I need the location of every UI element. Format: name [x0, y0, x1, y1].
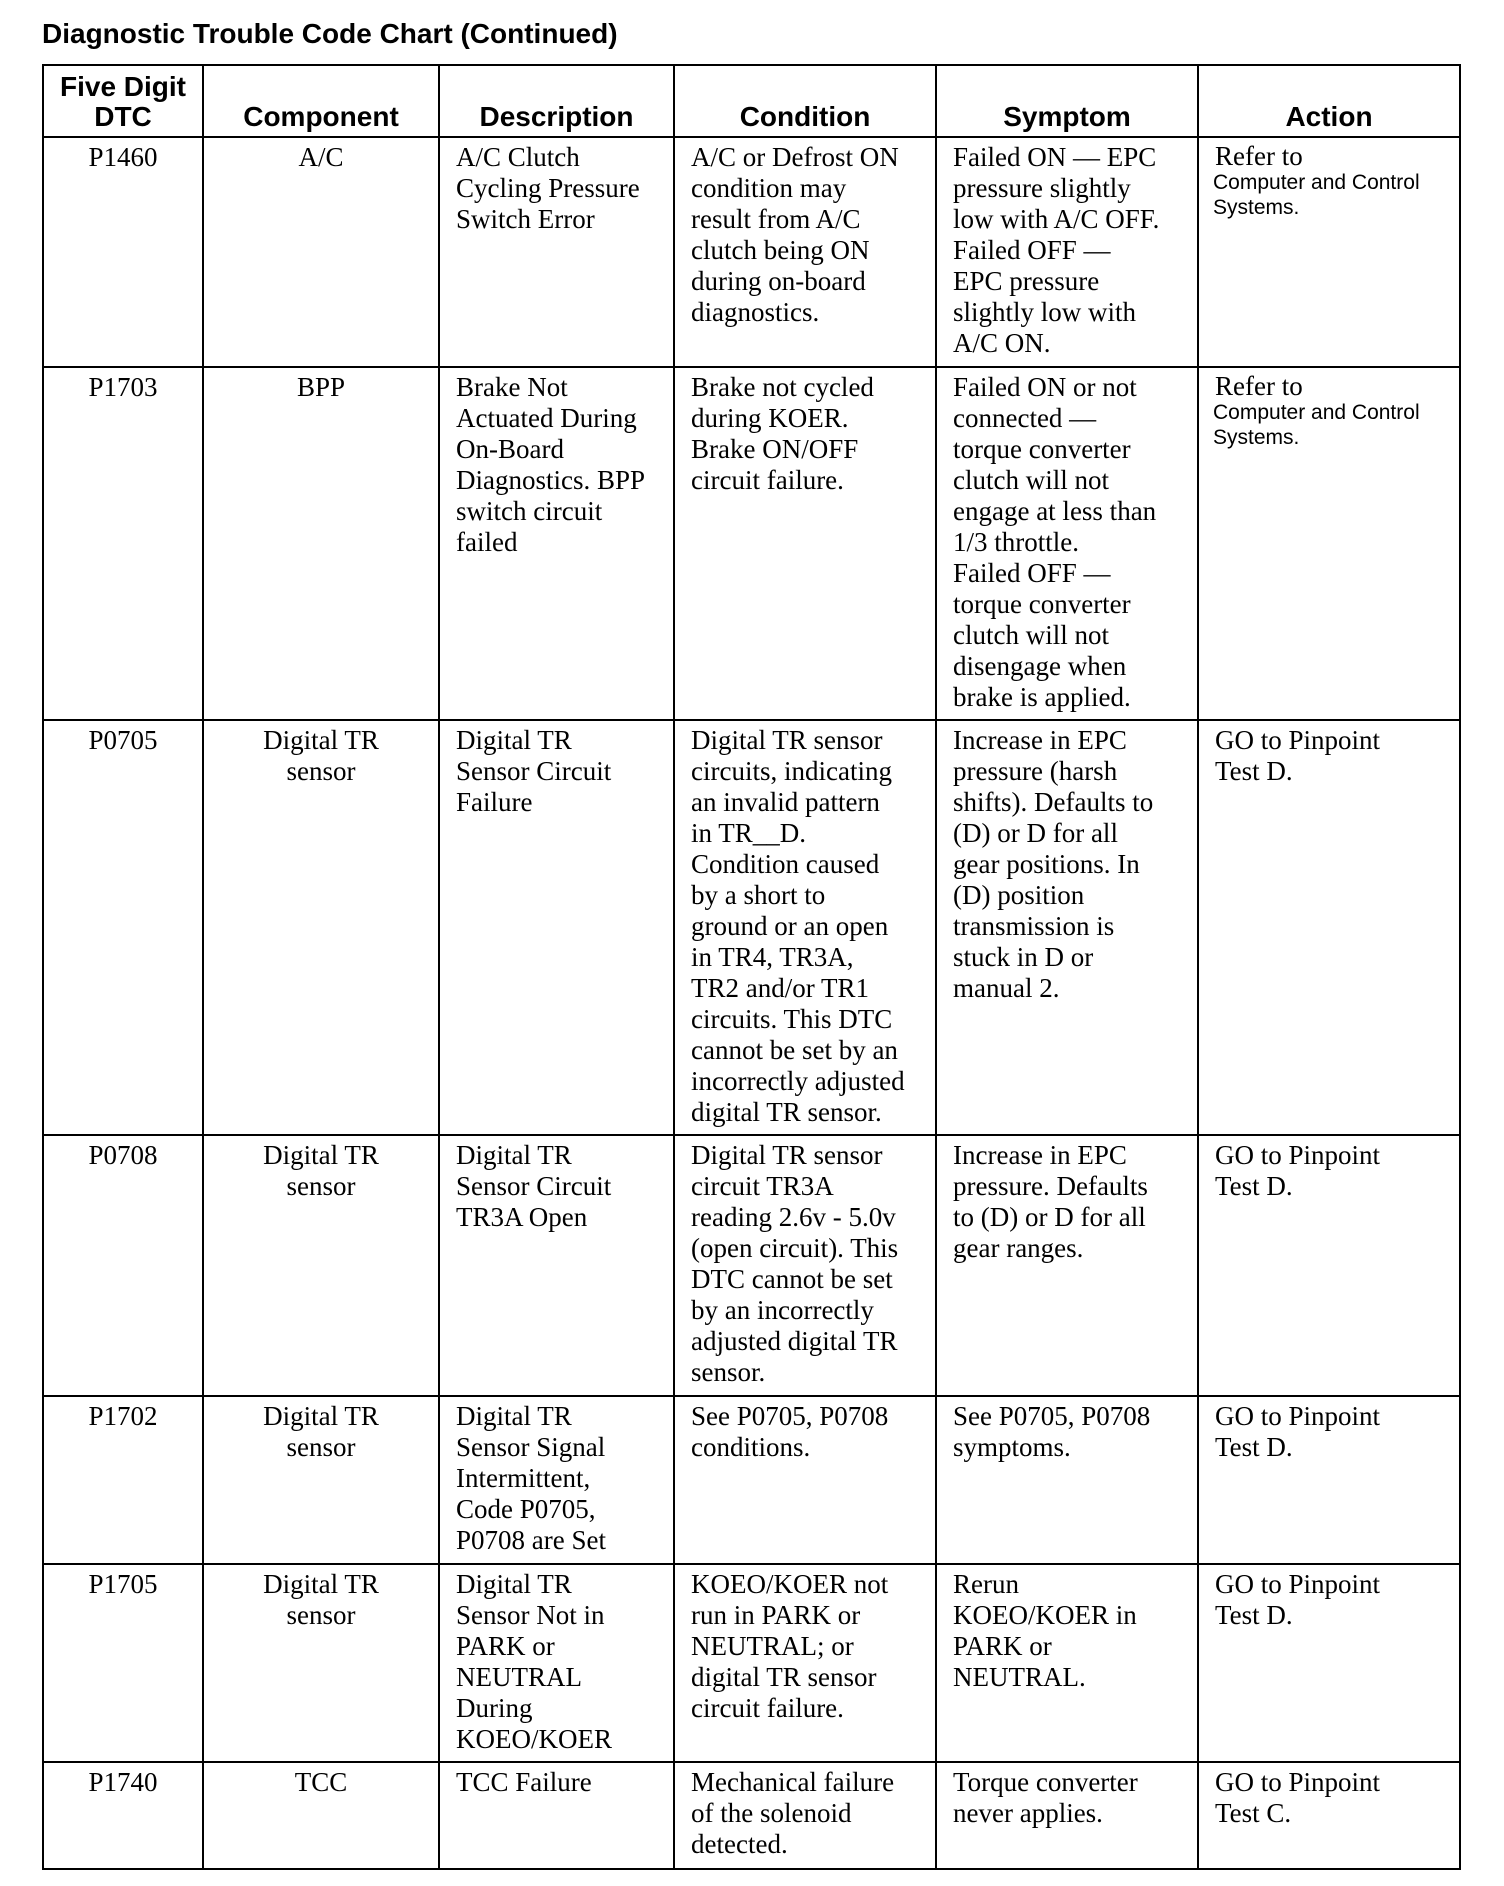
action-reference: Computer and Control Systems. — [1213, 401, 1420, 449]
component-cell: BPP — [203, 367, 439, 720]
component-cell: A/C — [203, 137, 439, 367]
symptom-cell: Torque converter never applies. — [936, 1762, 1198, 1869]
description-cell: Digital TR Sensor Signal Intermittent, Code P0705, P0708 are Set — [439, 1396, 674, 1564]
description-cell: Digital TR Sensor Not in PARK or NEUTRAL During KOEO/KOER — [439, 1564, 674, 1762]
header-row — [43, 65, 1460, 137]
action-reference: Computer and Control Systems. — [1213, 171, 1420, 219]
dtc-cell: P1740 — [43, 1762, 203, 1869]
condition-cell: Digital TR sensor circuits, indicating an invalid pattern in TR__D. Condition caused by a short to ground or an open in TR4, TR3A, TR2 and/or TR1 circuits. This DTC cannot be set by an incorrectly adjusted digital TR sensor. — [674, 720, 936, 1135]
dtc-cell: P1705 — [43, 1564, 203, 1762]
description-cell: TCC Failure — [439, 1762, 674, 1869]
table-row — [43, 137, 1460, 367]
header-action: Action — [1198, 65, 1460, 137]
action-cell: GO to Pinpoint Test D. — [1198, 1396, 1460, 1564]
condition-cell: KOEO/KOER not run in PARK or NEUTRAL; or digital TR sensor circuit failure. — [674, 1564, 936, 1762]
condition-cell: A/C or Defrost ON condition may result from A/C clutch being ON during on-board diagnostics. — [674, 137, 936, 367]
table-row — [43, 720, 1460, 1135]
condition-cell: Mechanical failure of the solenoid detected. — [674, 1762, 936, 1869]
header-component: Component — [203, 65, 439, 137]
table-row — [43, 1564, 1460, 1762]
symptom-cell: Failed ON — EPC pressure slightly low with A/C OFF. Failed OFF — EPC pressure slightly low with A/C ON. — [936, 137, 1198, 367]
header-dtc: Five Digit DTC — [43, 65, 203, 137]
action-cell: GO to Pinpoint Test C. — [1198, 1762, 1460, 1869]
component-cell: Digital TR sensor — [203, 1564, 439, 1762]
table-row — [43, 1135, 1460, 1396]
description-cell: Brake Not Actuated During On-Board Diagnostics. BPP switch circuit failed — [439, 367, 674, 720]
action-cell — [1198, 137, 1460, 367]
symptom-cell: Rerun KOEO/KOER in PARK or NEUTRAL. — [936, 1564, 1198, 1762]
component-cell: Digital TR sensor — [203, 1135, 439, 1396]
action-cell: GO to Pinpoint Test D. — [1198, 1564, 1460, 1762]
table-row — [43, 1762, 1460, 1869]
page-title: Diagnostic Trouble Code Chart (Continued) — [42, 18, 618, 49]
dtc-table — [42, 64, 1461, 1870]
dtc-cell: P0705 — [43, 720, 203, 1135]
description-cell: Digital TR Sensor Circuit Failure — [439, 720, 674, 1135]
description-cell: Digital TR Sensor Circuit TR3A Open — [439, 1135, 674, 1396]
action-cell: GO to Pinpoint Test D. — [1198, 720, 1460, 1135]
condition-cell: Brake not cycled during KOER. Brake ON/OFF circuit failure. — [674, 367, 936, 720]
table-row — [43, 367, 1460, 720]
condition-cell: See P0705, P0708 conditions. — [674, 1396, 936, 1564]
dtc-cell: P1702 — [43, 1396, 203, 1564]
symptom-cell: Increase in EPC pressure (harsh shifts). Defaults to (D) or D for all gear positions. In (D) position transmission is stuck in D or manual 2. — [936, 720, 1198, 1135]
action-cell: GO to Pinpoint Test D. — [1198, 1135, 1460, 1396]
action-refer-to: Refer to — [1215, 141, 1303, 171]
action-cell — [1198, 367, 1460, 720]
condition-cell: Digital TR sensor circuit TR3A reading 2.6v - 5.0v (open circuit). This DTC cannot be set by an incorrectly adjusted digital TR sensor. — [674, 1135, 936, 1396]
dtc-cell: P0708 — [43, 1135, 203, 1396]
symptom-cell: See P0705, P0708 symptoms. — [936, 1396, 1198, 1564]
table-row — [43, 1396, 1460, 1564]
component-cell: TCC — [203, 1762, 439, 1869]
action-refer-to: Refer to — [1215, 371, 1303, 401]
symptom-cell: Increase in EPC pressure. Defaults to (D) or D for all gear ranges. — [936, 1135, 1198, 1396]
header-symptom: Symptom — [936, 65, 1198, 137]
component-cell: Digital TR sensor — [203, 1396, 439, 1564]
component-cell: Digital TR sensor — [203, 720, 439, 1135]
dtc-cell: P1460 — [43, 137, 203, 367]
description-cell: A/C Clutch Cycling Pressure Switch Error — [439, 137, 674, 367]
symptom-cell: Failed ON or not connected — torque converter clutch will not engage at less than 1/3 throttle. Failed OFF — torque converter clutch will not disengage when brake is applied. — [936, 367, 1198, 720]
header-condition: Condition — [674, 65, 936, 137]
dtc-cell: P1703 — [43, 367, 203, 720]
header-description: Description — [439, 65, 674, 137]
